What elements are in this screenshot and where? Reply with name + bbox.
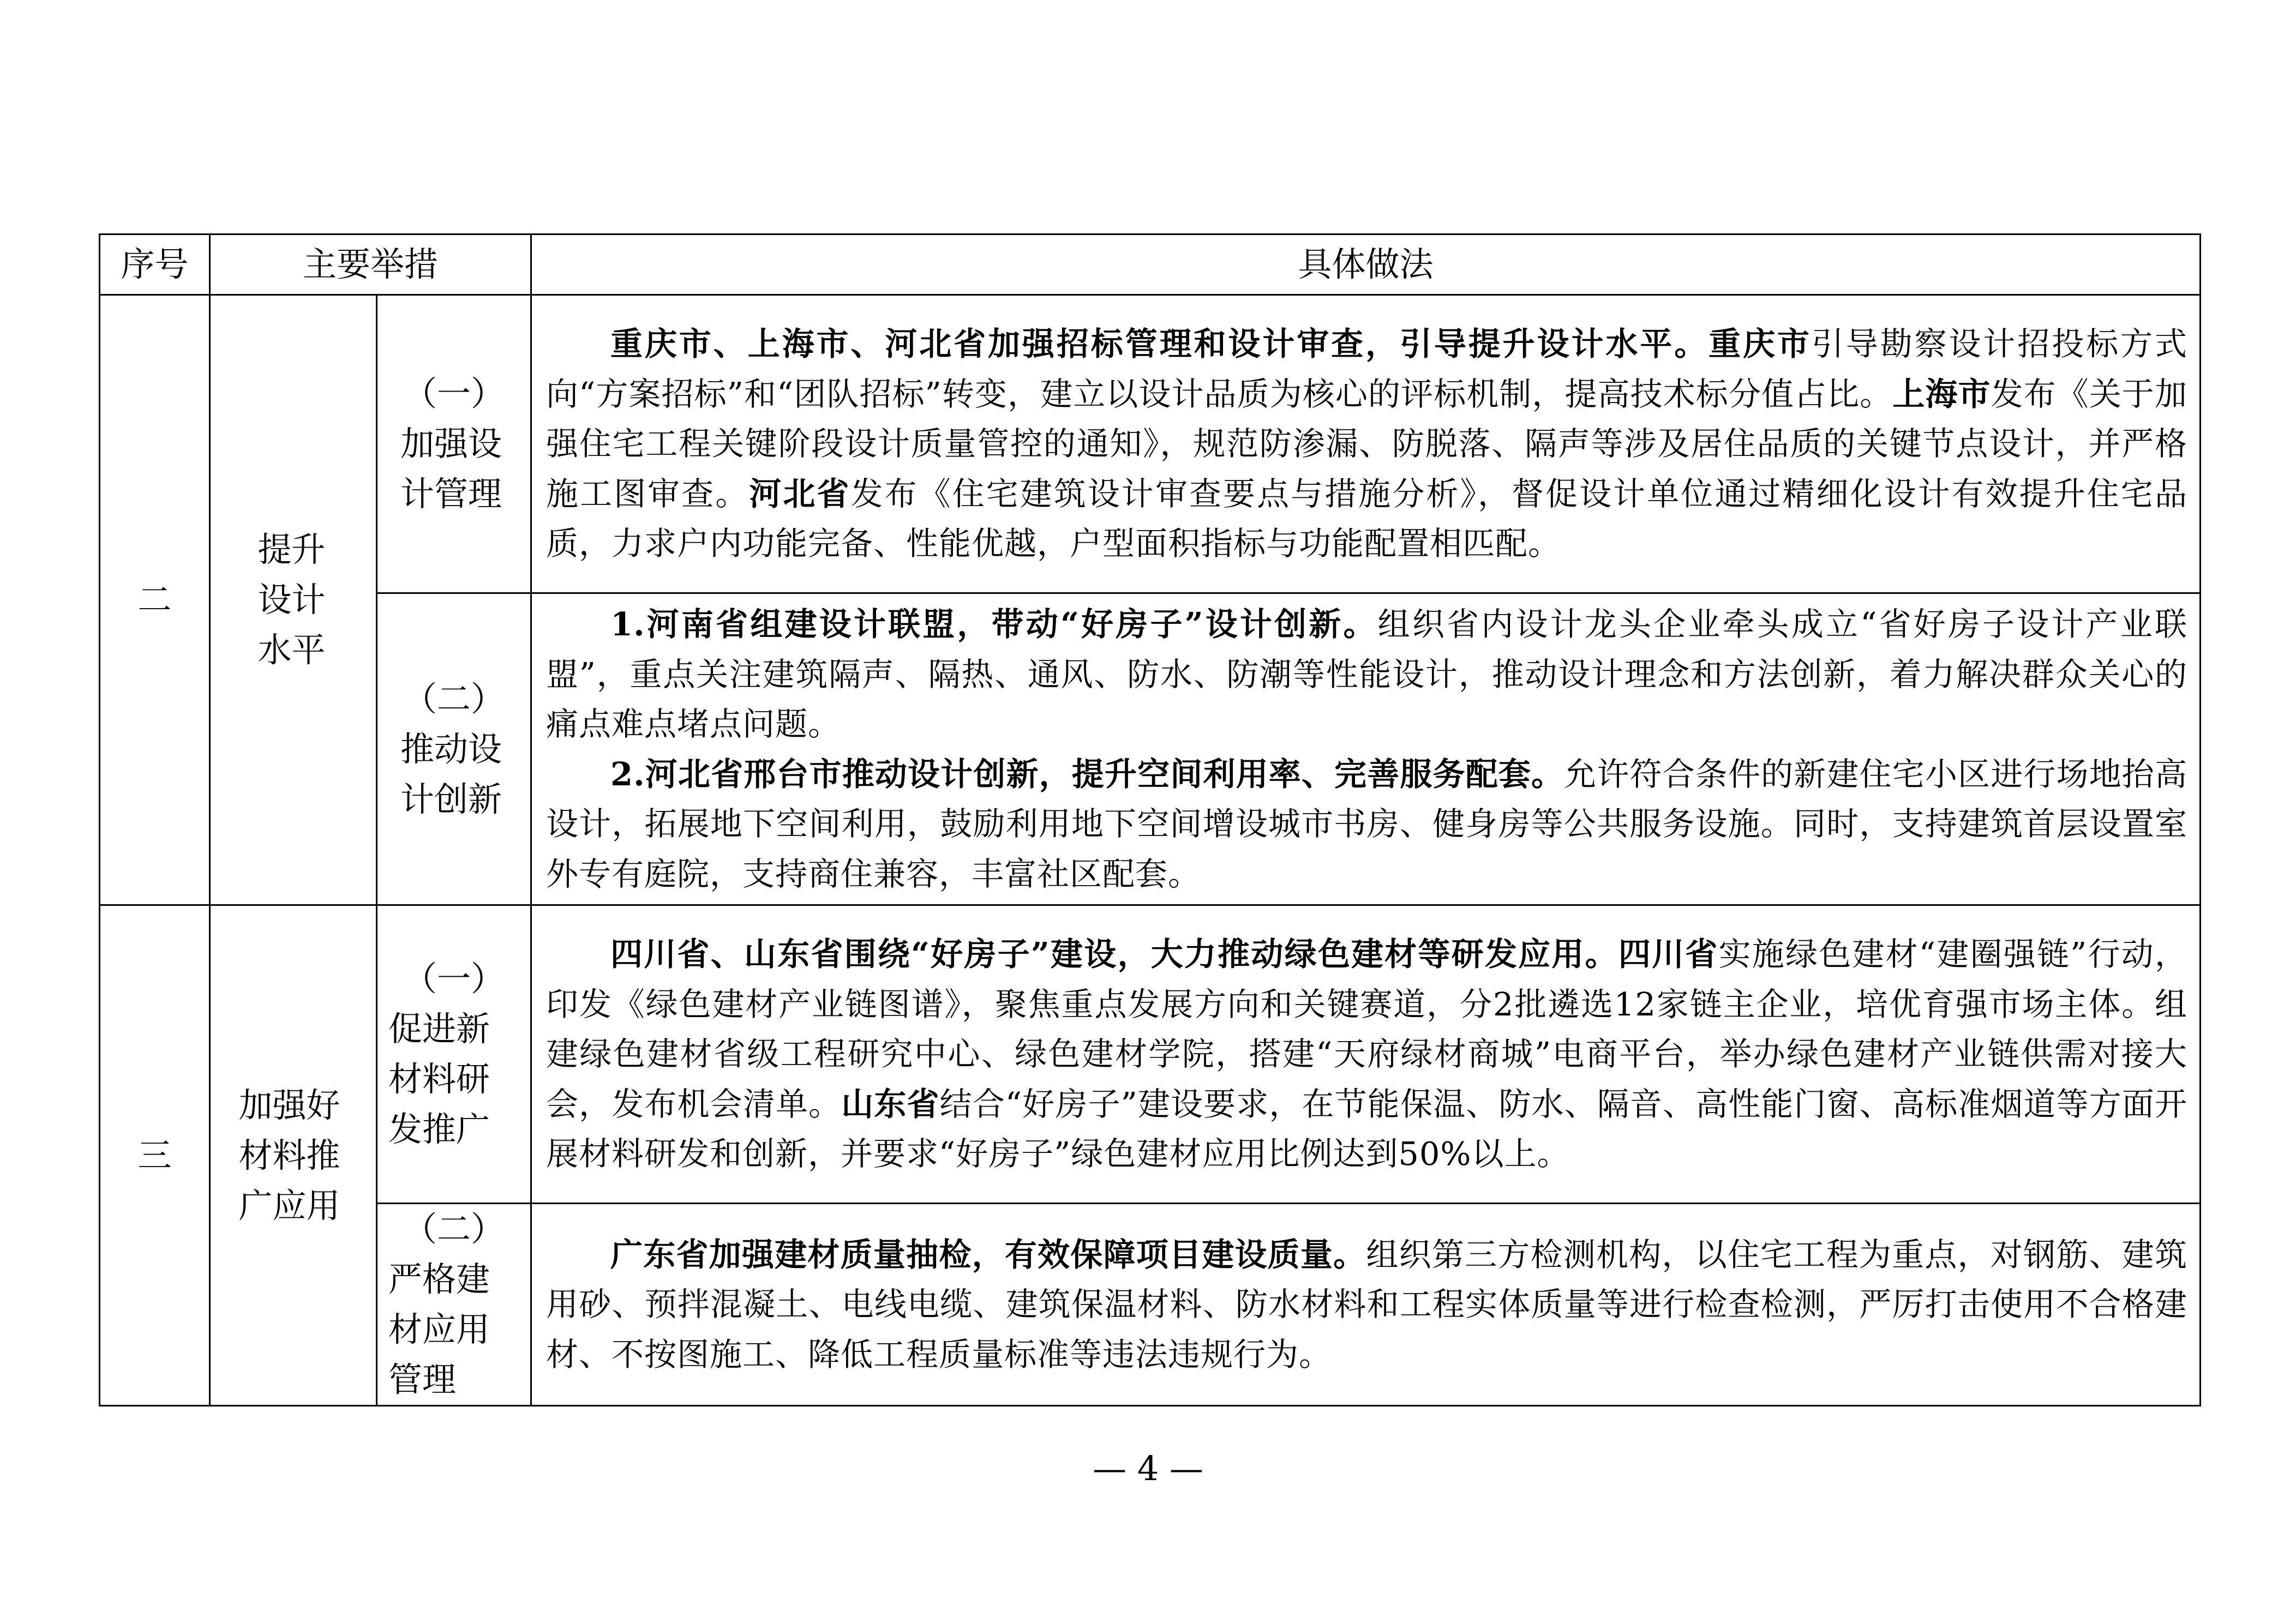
sub-measure bbox=[377, 905, 531, 1204]
practice-text: 引导勘察设计招投标方式向“方案招标”和“团队招标”转变，建立以设计品质为核心的评标机制，提高技术标分值占比。 bbox=[546, 325, 2187, 413]
section-num: 二 bbox=[100, 295, 210, 905]
section-category-label: 加强好材料推广应用 bbox=[238, 1085, 340, 1225]
practice-region: 重庆市 bbox=[1708, 325, 1812, 363]
practice-cell bbox=[531, 905, 2201, 1204]
practice-paragraph bbox=[546, 929, 2187, 1179]
practice-text: 组织省内设计龙头企业牵头成立“省好房子设计产业联盟”，重点关注建筑隔声、隔热、通风、防水、防潮等性能设计，推动设计理念和方法创新，着力解决群众关心的痛点难点堵点问题。 bbox=[546, 605, 2188, 743]
section-category-label: 提升设计水平 bbox=[257, 530, 326, 670]
section-category bbox=[210, 905, 377, 1406]
practice-region: 上海市 bbox=[1892, 375, 1991, 413]
practice-paragraph bbox=[546, 1230, 2187, 1380]
practice-cell bbox=[531, 593, 2201, 905]
practice-lead: 广东省加强建材质量抽检，有效保障项目建设质量。 bbox=[610, 1235, 1366, 1273]
practice-text: 发布《关于加强住宅工程关键阶段设计质量管控的通知》，规范防渗漏、防脱落、隔声等涉及居住品质的关键节点设计，并严格施工图审查。 bbox=[546, 375, 2188, 513]
practice-cell bbox=[531, 295, 2201, 593]
practice-paragraph bbox=[546, 319, 2187, 569]
page-number: — 4 — bbox=[1093, 1448, 1203, 1488]
header-practice: 具体做法 bbox=[531, 235, 2201, 295]
header-num: 序号 bbox=[100, 235, 210, 295]
practice-text: 实施绿色建材“建圈强链”行动，印发《绿色建材产业链图谱》，聚焦重点发展方向和关键赛道，分2批遴选12家链主企业，培优育强市场主体。组建绿色建材省级工程研究中心、绿色建材学院，搭建“天府绿材商城”电商平台，举办绿色建材产业链供需对接大会，发布机会清单。 bbox=[546, 935, 2188, 1123]
practice-region: 四川省 bbox=[1618, 935, 1719, 973]
sub-measure-num: （一） bbox=[403, 374, 505, 413]
practice-text: 组织第三方检测机构，以住宅工程为重点，对钢筋、建筑用砂、预拌混凝土、电线电缆、建筑保温材料、防水材料和工程实体质量等进行检查检测，严厉打击使用不合格建材、不按图施工、降低工程质量标准等违法违规行为。 bbox=[546, 1235, 2188, 1373]
sub-measure bbox=[377, 295, 531, 593]
practice-text: 结合“好房子”建设要求，在节能保温、防水、隔音、高性能门窗、高标准烟道等方面开展材料研发和创新，并要求“好房子”绿色建材应用比例达到50%以上。 bbox=[546, 1085, 2187, 1173]
sub-measure-title: 加强设计管理 bbox=[400, 424, 502, 514]
sub-measure-num: （二） bbox=[403, 1209, 505, 1249]
section-num: 三 bbox=[100, 905, 210, 1406]
table-row bbox=[100, 905, 2201, 1204]
practice-lead: 1.河南省组建设计联盟，带动“好房子”设计创新。 bbox=[610, 605, 1378, 643]
sub-measure-title: 促进新材料研发推广 bbox=[388, 1009, 490, 1149]
sub-measure bbox=[377, 593, 531, 905]
practice-text: 允许符合条件的新建住宅小区进行场地抬高设计，拓展地下空间利用，鼓励利用地下空间增设城市书房、健身房等公共服务设施。同时，支持建筑首层设置室外专有庭院，支持商住兼容，丰富社区配套。 bbox=[546, 755, 2188, 893]
practice-text: 发布《住宅建筑设计审查要点与措施分析》，督促设计单位通过精细化设计有效提升住宅品质，力求户内功能完备、性能优越，户型面积指标与功能配置相匹配。 bbox=[546, 474, 2187, 563]
sub-measure-title: 严格建材应用管理 bbox=[388, 1259, 490, 1399]
table-header-row bbox=[100, 235, 2201, 295]
practice-lead: 四川省、山东省围绕“好房子”建设，大力推动绿色建材等研发应用。 bbox=[610, 935, 1618, 973]
sub-measure bbox=[377, 1204, 531, 1406]
practice-lead: 重庆市、上海市、河北省加强招标管理和设计审查，引导提升设计水平。 bbox=[610, 325, 1709, 363]
practice-region: 山东省 bbox=[841, 1085, 940, 1123]
table-row bbox=[100, 1204, 2201, 1406]
header-measures: 主要举措 bbox=[210, 235, 531, 295]
practice-region: 河北省 bbox=[749, 474, 851, 513]
sub-measure-num: （一） bbox=[403, 959, 505, 999]
table-row bbox=[100, 593, 2201, 905]
sub-measure-num: （二） bbox=[403, 678, 505, 719]
measures-table bbox=[99, 233, 2201, 1406]
table-row bbox=[100, 295, 2201, 593]
practice-paragraph bbox=[546, 749, 2187, 899]
section-category bbox=[210, 295, 377, 905]
practice-lead: 2.河北省邢台市推动设计创新，提升空间利用率、完善服务配套。 bbox=[610, 755, 1564, 793]
sub-measure-title: 推动设计创新 bbox=[400, 729, 502, 819]
practice-cell bbox=[531, 1204, 2201, 1406]
practice-paragraph bbox=[546, 599, 2187, 749]
